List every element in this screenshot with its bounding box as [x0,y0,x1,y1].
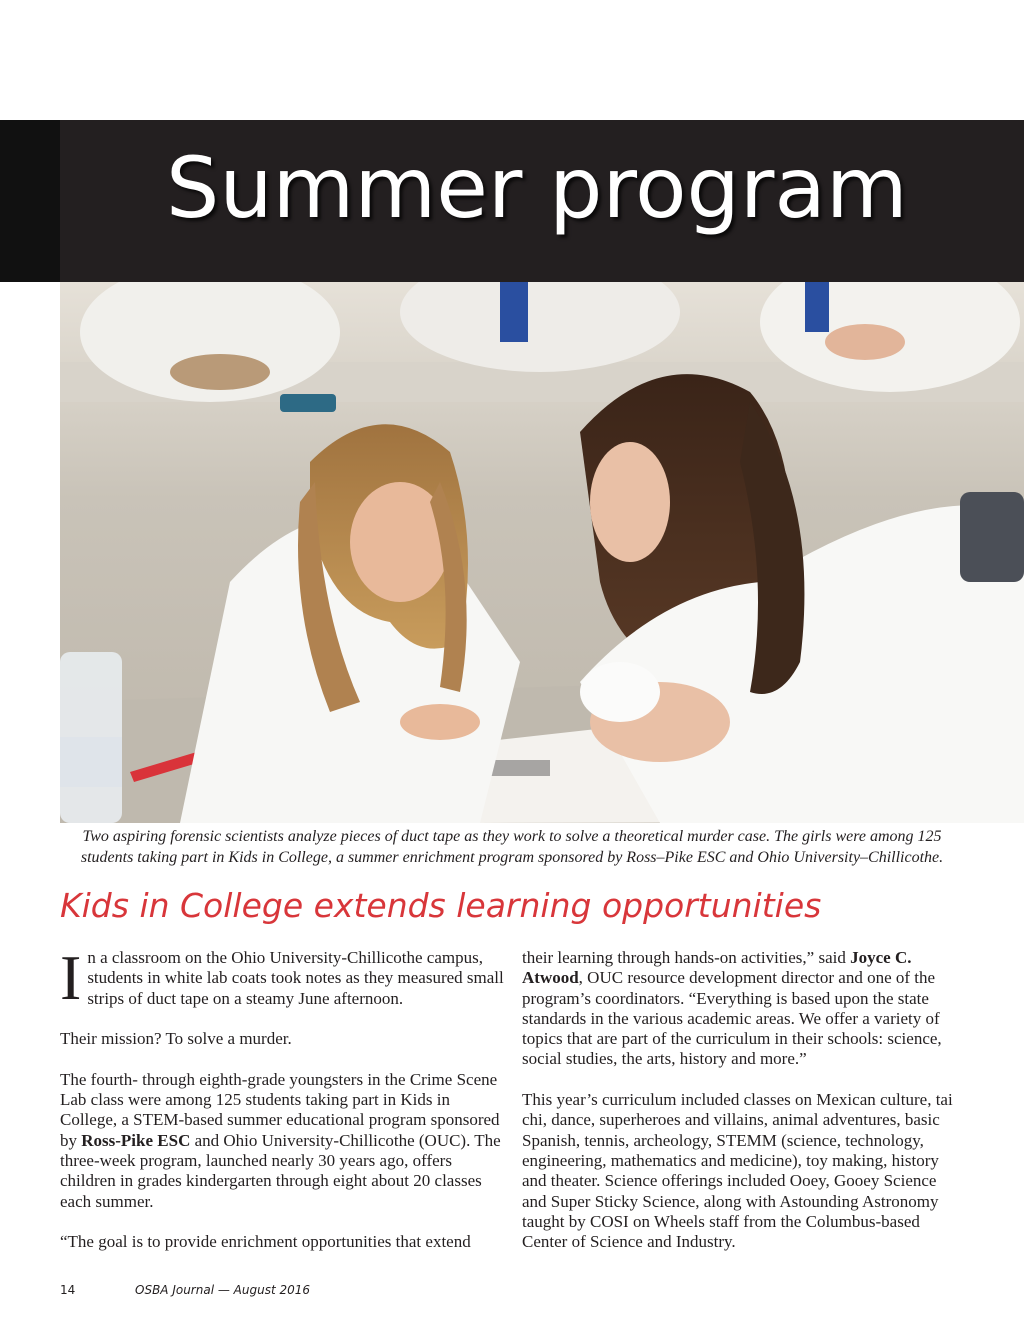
page-title: Summer program [166,139,908,237]
paragraph-5 [522,948,964,1070]
article-column-left [60,942,505,1273]
article-headline: Kids in College extends learning opportunities [60,886,822,925]
journal-name: OSBA Journal — August 2016 [135,1283,311,1297]
caption-line-1: Two aspiring forensic scientists analyze pieces of duct tape as they work to solve a theoretical murder case. The girls were among 125 [82,828,942,845]
caption-line-2: students taking part in Kids in College, a summer enrichment program sponsored by Ross–Pike ESC and Ohio University–Chillicothe. [80,849,944,866]
title-banner [0,120,1024,282]
paragraph-3-text-b: and Ohio University-Chillicothe (OUC). The three-week program, launched nearly 30 years ago, offers children in grades kindergarten through eight about 20 classes each summer. [60,1130,501,1211]
banner-side-tab [0,120,60,282]
paragraph-1 [60,942,505,1013]
organization-name: Ross-Pike ESC [81,1130,191,1150]
paragraph-2: Their mission? To solve a murder. [60,1029,292,1049]
paragraph-3 [60,1070,505,1212]
paragraph-4: “The goal is to provide enrichment opportunities that extend [60,1232,471,1252]
paragraph-5-text-a: their learning through hands-on activities,” said [522,948,851,967]
paragraph-5-text-b: , OUC resource development director and one of the program’s coordinators. “Everything is based upon the state standards in the various academic areas. We offer a variety of topics that are part of the curriculum in their schools: science, social studies, the arts, history and more.” [522,968,942,1069]
page-number: 14 [60,1283,76,1297]
classroom-photo [60,282,1024,823]
drop-cap: I [60,942,82,1013]
photo-illustration [60,282,1024,823]
person-name: Joyce C. Atwood [522,948,912,988]
paragraph-3-text-a: The fourth- through eighth-grade youngsters in the Crime Scene Lab class were among 125 students taking part in Kids in College, a STEM-based summer educational program sponsored by [60,1069,500,1150]
paragraph-6: This year’s curriculum included classes on Mexican culture, tai chi, dance, superheroes and villains, animal adventures, basic Spanish, tennis, archeology, STEMM (science, technology, engineering, mathematics and medicine), toy making, history and theater. Science offerings included Ooey, Gooey Science and Super Sticky Science, along with Astounding Astronomy taught by COSI on Wheels staff from the Columbus-based Center of Science and Industry. [522,1090,953,1252]
article-column-right [522,948,964,1273]
photo-caption [60,826,964,868]
paragraph-1-text: n a classroom on the Ohio University-Chillicothe campus, students in white lab coats took notes as they measured small strips of duct tape on a steamy June afternoon. [87,948,504,1008]
